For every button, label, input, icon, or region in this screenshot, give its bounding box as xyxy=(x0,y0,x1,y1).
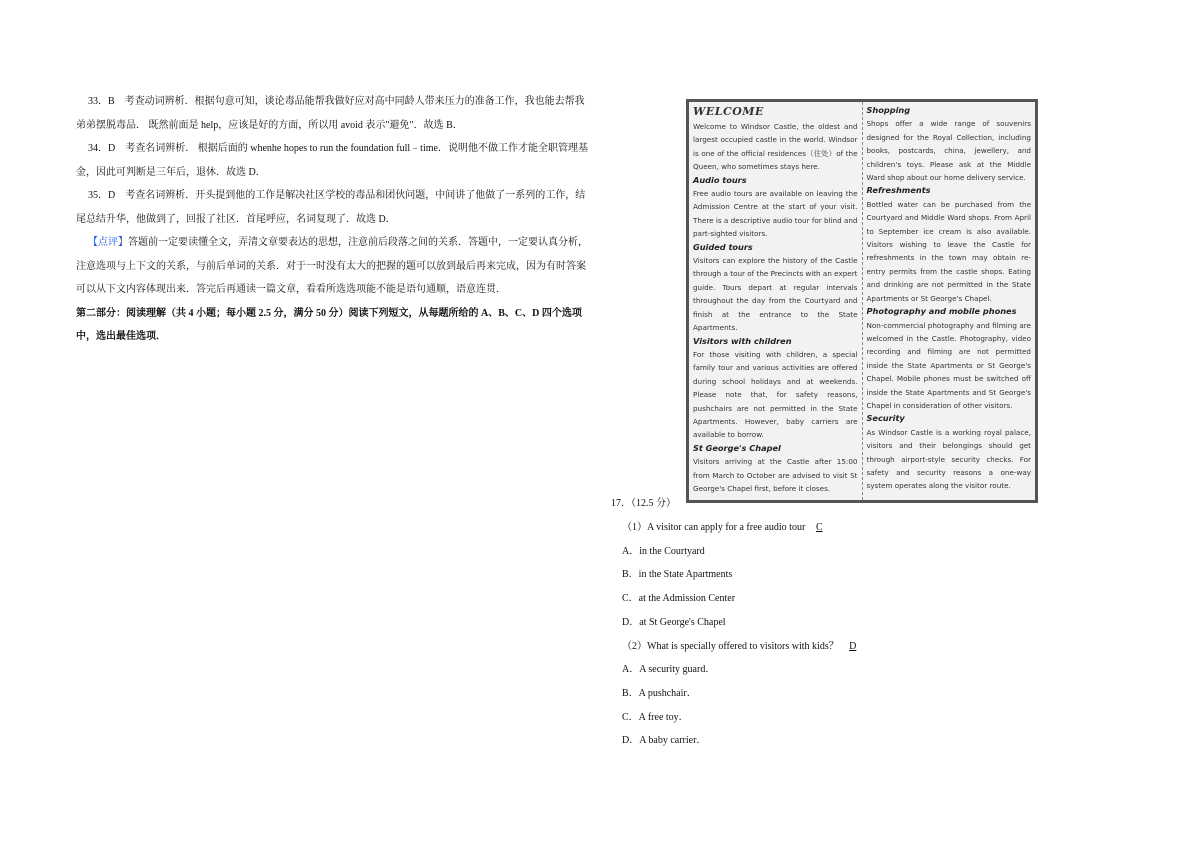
q1-option-b: B．in the State Apartments xyxy=(622,569,733,581)
welcome-text: Welcome to Windsor Castle, the oldest and largest occupied castle in the world. Windsor is one of the official residences（住处）of the Queen, who sometimes stays here. xyxy=(693,122,858,172)
dianping-tag: 【点评】 xyxy=(88,237,128,248)
passage-right-column xyxy=(862,102,1036,500)
question-17-label: 17．（12.5 分） xyxy=(611,498,676,509)
q1-option-d: D．at St George's Chapel xyxy=(622,616,726,628)
audio-tours-heading: Audio tours xyxy=(693,174,747,185)
guided-tours-text: Visitors can explore the history of the Castle through a tour of the Precincts with an expert guide. Tours depart at regular intervals throughout the day from the Courtyard and finish at the entrance to the State Apartments. xyxy=(693,256,858,333)
question-1-text: （1）A visitor can apply for a free audio tour xyxy=(622,522,806,533)
question-2 xyxy=(622,635,1162,659)
chapel-text: Visitors arriving at the Castle after 15:00 from March to October are advised to visit St George's Chapel first, before it closes. xyxy=(693,457,858,493)
shopping-text: Shops offer a wide range of souvenirs designed for the Royal Collection, including books, postcards, china, jewellery, and children's toys. Please ask at the Middle Ward shop about our home delivery service. xyxy=(866,119,1031,183)
question-1 xyxy=(622,516,1162,540)
q1-option-a: A．in the Courtyard xyxy=(622,545,705,557)
audio-tours-text: Free audio tours are available on leaving the Admission Centre at the start of your visit. There is a descriptive audio tour for blind and part-sighted visitors. xyxy=(693,189,858,239)
dianping-text: 答题前一定要读懂全文，弄清文章要表达的思想，注意前后段落之间的关系．答题中，一定要认真分析，注意选项与上下文的关系，与前后单词的关系．对于一时没有太大的把握的题可以放到最后再来完成，因为有时答案可以从下文内容体现出来．答完后再通读一篇文章，看看所选选项能不能是语句通顺，语意连贯． xyxy=(76,237,588,295)
dianping-paragraph xyxy=(76,231,594,302)
security-heading: Security xyxy=(866,413,905,424)
explanation-q34: 34．D 考查名词辨析． 根据后面的 whenhe hopes to run the foundation full﹣time．说明他不做工作才能全职管理基金，因此可判断是三年后，退休．故选 D． xyxy=(76,143,588,178)
explanation-q33: 33．B 考查动词辨析．根据句意可知，谈论毒品能帮我做好应对高中同龄人带来压力的准备工作，我也能去帮我弟弟摆脱毒品． 既然前面是 help，应该是好的方面，所以用 avoid 表示"避免"．故选 B． xyxy=(76,96,585,131)
q2-option-a: A．A security guard． xyxy=(622,664,716,676)
chapel-heading: St George's Chapel xyxy=(693,442,781,453)
photography-heading: Photography and mobile phones xyxy=(866,306,1017,317)
section-2-title: 第二部分：阅读理解（共 4 小题；每小题 2.5 分，满分 50 分）阅读下列短文，从每题所给的 A、B、C、D 四个选项中，选出最佳选项． xyxy=(76,307,582,342)
guided-tours-heading: Guided tours xyxy=(693,241,753,252)
refreshments-heading: Refreshments xyxy=(866,185,931,196)
refreshments-text: Bottled water can be purchased from the Courtyard and Middle Ward shops. From April to September ice cream is also available. Visitors wishing to leave the Castle for refreshments in the town may obtain re-entry permits from the castle shops. Eating and drinking are not permitted in the State Apartments or St George's Chapel. xyxy=(866,199,1031,303)
q2-option-b: B．A pushchair． xyxy=(622,687,697,699)
q2-option-c: C．A free toy． xyxy=(622,711,689,723)
q2-option-d: D．A baby carrier． xyxy=(622,735,707,747)
security-text: As Windsor Castle is a working royal palace, visitors and their belongings should get through airport-style security checks. For safety and security reasons a one-way system operates along the visitor route. xyxy=(866,427,1031,491)
question-1-answer: C xyxy=(815,522,823,533)
q1-option-c: C．at the Admission Center xyxy=(622,593,736,605)
photography-text: Non-commercial photography and filming are welcomed in the Castle. Photography, video recording and filming are not permitted inside the State Apartments or St George's Chapel. Mobile phones must be switched off inside the State Apartments and St George's Chapel in consideration of other visitors. xyxy=(866,320,1031,410)
children-heading: Visitors with children xyxy=(693,335,792,346)
question-2-text: （2）What is specially offered to visitors with kids？ xyxy=(622,640,839,652)
question-17-items xyxy=(622,516,1162,753)
explanations-column xyxy=(76,90,594,349)
explanation-q35: 35．D 考查名词辨析．开头提到他的工作是解决社区学校的毒品和团伙问题，中间讲了他做了一系列的工作，结尾总结升华，他做到了，回报了社区．首尾呼应，名词复现了．故选 D． xyxy=(76,190,586,225)
children-text: For those visiting with children, a special family tour and various activities are offered during school holidays and at weekends. Please note that, for safety reasons, pushchairs are not permitted in the State Apartments. However, baby carriers are available to borrow. xyxy=(693,349,858,440)
question-2-answer: D xyxy=(849,640,857,652)
windsor-castle-passage xyxy=(686,99,1038,503)
welcome-heading: WELCOME xyxy=(693,105,764,118)
passage-left-column xyxy=(689,102,862,500)
shopping-heading: Shopping xyxy=(866,105,911,115)
